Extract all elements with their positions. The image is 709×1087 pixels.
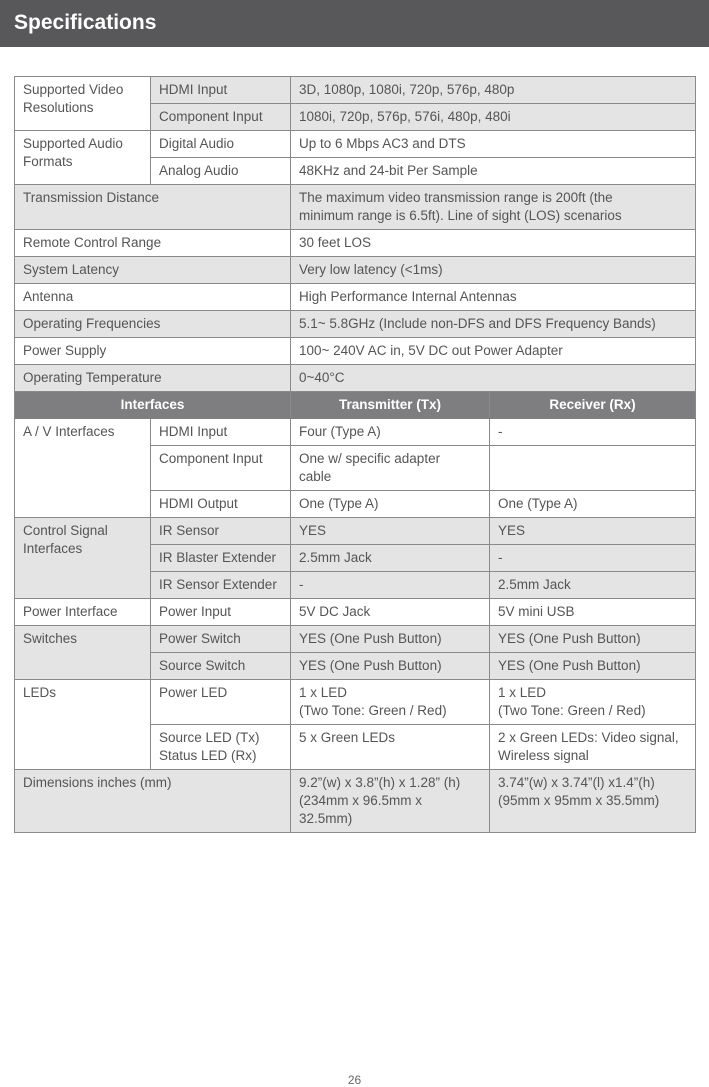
cell-label: Component Input — [151, 104, 291, 131]
cell-rx: 2 x Green LEDs: Video signal, Wireless signal — [490, 725, 696, 770]
cell-label: Analog Audio — [151, 158, 291, 185]
row-label-leds: LEDs — [15, 680, 151, 770]
table-row — [15, 599, 696, 626]
row-label-power-interface: Power Interface — [15, 599, 151, 626]
cell-tx: 1 x LED (Two Tone: Green / Red) — [291, 680, 490, 725]
row-label-dimensions: Dimensions inches (mm) — [15, 770, 291, 833]
table-row — [15, 365, 696, 392]
page-number: 26 — [347, 1073, 362, 1087]
cell-label: Power LED — [151, 680, 291, 725]
cell-label: Component Input — [151, 446, 291, 491]
cell-label: Power Input — [151, 599, 291, 626]
cell-rx: YES (One Push Button) — [490, 653, 696, 680]
cell-value: 0~40°C — [291, 365, 696, 392]
table-row — [15, 185, 696, 230]
table-row — [15, 311, 696, 338]
cell-rx: 3.74”(w) x 3.74”(l) x1.4”(h) (95mm x 95mm x 35.5mm) — [490, 770, 696, 833]
interfaces-header-row — [15, 392, 696, 419]
table-row — [15, 626, 696, 653]
cell-label: HDMI Input — [151, 419, 291, 446]
row-label-control-signal: Control Signal Interfaces — [15, 518, 151, 599]
cell-tx: YES (One Push Button) — [291, 626, 490, 653]
cell-value: 1080i, 720p, 576p, 576i, 480p, 480i — [291, 104, 696, 131]
table-row — [15, 518, 696, 545]
cell-label: IR Sensor — [151, 518, 291, 545]
cell-value: Very low latency (<1ms) — [291, 257, 696, 284]
table-row — [15, 770, 696, 833]
cell-label: HDMI Output — [151, 491, 291, 518]
cell-label: IR Blaster Extender — [151, 545, 291, 572]
cell-label: Operating Frequencies — [15, 311, 291, 338]
cell-tx: One w/ specific adapter cable — [291, 446, 490, 491]
cell-label: System Latency — [15, 257, 291, 284]
specifications-table — [14, 76, 696, 833]
cell-tx: 9.2”(w) x 3.8”(h) x 1.28” (h) (234mm x 96.5mm x 32.5mm) — [291, 770, 490, 833]
cell-label: HDMI Input — [151, 77, 291, 104]
cell-label: Remote Control Range — [15, 230, 291, 257]
cell-label: IR Sensor Extender — [151, 572, 291, 599]
cell-value: Up to 6 Mbps AC3 and DTS — [291, 131, 696, 158]
page-title: Specifications — [14, 11, 157, 34]
cell-label: Source Switch — [151, 653, 291, 680]
cell-value: 30 feet LOS — [291, 230, 696, 257]
cell-rx-empty — [490, 446, 696, 491]
cell-value: 100~ 240V AC in, 5V DC out Power Adapter — [291, 338, 696, 365]
table-row — [15, 338, 696, 365]
cell-rx: 5V mini USB — [490, 599, 696, 626]
column-header-transmitter: Transmitter (Tx) — [291, 392, 490, 419]
cell-label: Source LED (Tx) Status LED (Rx) — [151, 725, 291, 770]
cell-tx: 5V DC Jack — [291, 599, 490, 626]
row-label-audio-formats: Supported Audio Formats — [15, 131, 151, 185]
cell-tx: 5 x Green LEDs — [291, 725, 490, 770]
cell-value: 5.1~ 5.8GHz (Include non-DFS and DFS Frequency Bands) — [291, 311, 696, 338]
cell-label: Transmission Distance — [15, 185, 291, 230]
table-row — [15, 284, 696, 311]
cell-label: Power Supply — [15, 338, 291, 365]
cell-rx: 1 x LED (Two Tone: Green / Red) — [490, 680, 696, 725]
cell-tx: - — [291, 572, 490, 599]
cell-rx: - — [490, 545, 696, 572]
cell-label: Operating Temperature — [15, 365, 291, 392]
cell-label: Power Switch — [151, 626, 291, 653]
table-row — [15, 680, 696, 725]
cell-value: The maximum video transmission range is 200ft (the minimum range is 6.5ft). Line of sight (LOS) scenarios — [291, 185, 696, 230]
table-row — [15, 131, 696, 158]
column-header-interfaces: Interfaces — [15, 392, 291, 419]
cell-rx: - — [490, 419, 696, 446]
cell-label: Antenna — [15, 284, 291, 311]
table-row — [15, 77, 696, 104]
cell-tx: Four (Type A) — [291, 419, 490, 446]
row-label-switches: Switches — [15, 626, 151, 680]
page-header-bar — [0, 0, 709, 47]
cell-tx: YES (One Push Button) — [291, 653, 490, 680]
table-row — [15, 257, 696, 284]
cell-tx: YES — [291, 518, 490, 545]
cell-label: Digital Audio — [151, 131, 291, 158]
cell-rx: YES (One Push Button) — [490, 626, 696, 653]
cell-value: 3D, 1080p, 1080i, 720p, 576p, 480p — [291, 77, 696, 104]
column-header-receiver: Receiver (Rx) — [490, 392, 696, 419]
cell-tx: 2.5mm Jack — [291, 545, 490, 572]
cell-rx: One (Type A) — [490, 491, 696, 518]
cell-value: High Performance Internal Antennas — [291, 284, 696, 311]
cell-rx: 2.5mm Jack — [490, 572, 696, 599]
table-row — [15, 230, 696, 257]
cell-value: 48KHz and 24-bit Per Sample — [291, 158, 696, 185]
cell-rx: YES — [490, 518, 696, 545]
row-label-av-interfaces: A / V Interfaces — [15, 419, 151, 518]
cell-tx: One (Type A) — [291, 491, 490, 518]
table-row — [15, 419, 696, 446]
row-label-video-resolutions: Supported Video Resolutions — [15, 77, 151, 131]
